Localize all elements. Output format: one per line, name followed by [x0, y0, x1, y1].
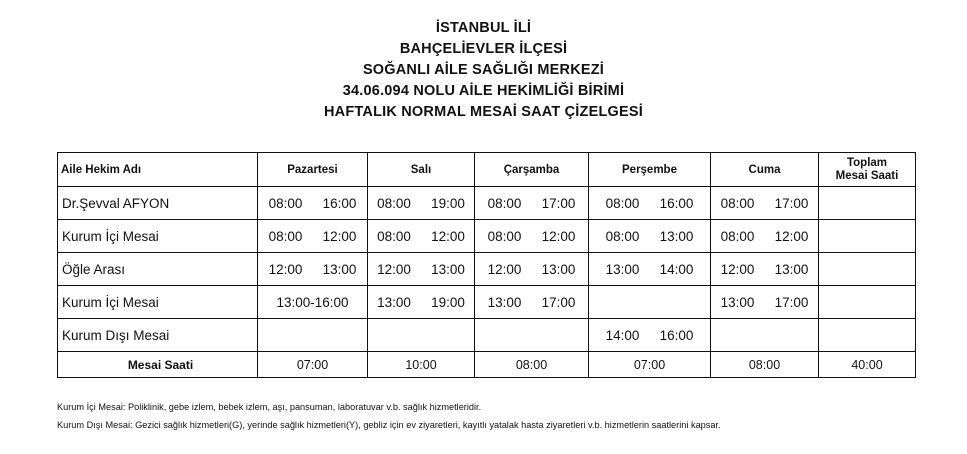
table-row — [58, 253, 916, 286]
end-time: 12:00 — [322, 228, 357, 244]
column-header-friday: Cuma — [711, 153, 819, 187]
column-header-monday: Pazartesi — [258, 153, 368, 187]
end-time: 17:00 — [541, 195, 576, 211]
column-header-total — [819, 153, 916, 187]
total-cell — [819, 220, 916, 253]
friday-cell — [711, 253, 819, 286]
table-row — [58, 187, 916, 220]
footnotes — [57, 398, 937, 434]
end-time: 13:00 — [774, 261, 809, 277]
end-time: 17:00 — [541, 294, 576, 310]
table-row — [58, 319, 916, 352]
thursday-total: 07:00 — [589, 352, 711, 378]
wednesday-cell — [475, 220, 589, 253]
start-time: 08:00 — [487, 228, 522, 244]
footnote-internal-work: Kurum İçi Mesai: Poliklinik, gebe izlem, bebek izlem, aşı, pansuman, laboratuvar v.b. sağlık hizmetleridir. — [57, 402, 482, 412]
monday-cell — [258, 319, 368, 352]
start-time: 12:00 — [720, 261, 755, 277]
friday-cell — [711, 220, 819, 253]
thursday-cell — [589, 220, 711, 253]
wednesday-cell — [475, 319, 589, 352]
start-time: 14:00 — [605, 327, 640, 343]
start-time: 12:00 — [487, 261, 522, 277]
tuesday-cell — [368, 187, 475, 220]
table-header-row — [58, 153, 916, 187]
monday-cell — [258, 253, 368, 286]
thursday-cell — [589, 187, 711, 220]
row-label: Dr.Şevval AFYON — [58, 187, 258, 220]
wednesday-cell — [475, 253, 589, 286]
wednesday-total: 08:00 — [475, 352, 589, 378]
weekly-total: 40:00 — [819, 352, 916, 378]
start-time: 12:00 — [268, 261, 303, 277]
start-time: 08:00 — [720, 228, 755, 244]
end-time: 14:00 — [659, 261, 694, 277]
column-header-total-line1: Toplam — [846, 156, 888, 169]
total-cell — [819, 286, 916, 319]
end-time: 13:00 — [322, 261, 357, 277]
column-header-total-line2: Mesai Saati — [835, 169, 899, 182]
row-label: Kurum İçi Mesai — [58, 220, 258, 253]
column-header-thursday: Perşembe — [589, 153, 711, 187]
table-row — [58, 286, 916, 319]
start-time: 08:00 — [605, 195, 640, 211]
end-time: 17:00 — [774, 294, 809, 310]
header-schedule-title: HAFTALIK NORMAL MESAİ SAAT ÇİZELGESİ — [324, 104, 643, 120]
header-province: İSTANBUL İLİ — [435, 20, 532, 36]
end-time: 19:00 — [431, 195, 465, 211]
row-label: Öğle Arası — [58, 253, 258, 286]
thursday-cell — [589, 319, 711, 352]
header-district: BAHÇELİEVLER İLÇESİ — [399, 41, 568, 57]
end-time: 13:00 — [541, 261, 576, 277]
friday-cell — [711, 319, 819, 352]
table-row — [58, 220, 916, 253]
summary-label: Mesai Saati — [58, 352, 258, 378]
end-time: 16:00 — [322, 195, 357, 211]
end-time: 12:00 — [774, 228, 809, 244]
column-header-wednesday: Çarşamba — [475, 153, 589, 187]
tuesday-cell — [368, 319, 475, 352]
end-time: 16:00 — [659, 195, 694, 211]
weekly-schedule-table — [57, 152, 916, 378]
total-cell — [819, 319, 916, 352]
thursday-cell — [589, 286, 711, 319]
total-cell — [819, 187, 916, 220]
footnote-external-work: Kurum Dışı Mesai: Gezici sağlık hizmetleri(G), yerinde sağlık hizmetleri(Y), gebliz için ev ziyaretleri, kayıtlı yatalak hasta ziyaretleri v.b. hizmetlerin saatlerini kapsar. — [57, 420, 721, 430]
column-header-tuesday: Salı — [368, 153, 475, 187]
summary-row — [58, 352, 916, 378]
end-time: 13:00 — [431, 261, 465, 277]
start-time: 08:00 — [377, 228, 411, 244]
start-time: 08:00 — [268, 195, 303, 211]
monday-cell — [258, 220, 368, 253]
monday-cell — [258, 187, 368, 220]
end-time: 19:00 — [431, 294, 465, 310]
start-time: 13:00 — [605, 261, 640, 277]
friday-cell — [711, 187, 819, 220]
wednesday-cell — [475, 187, 589, 220]
tuesday-cell — [368, 220, 475, 253]
start-time: 08:00 — [605, 228, 640, 244]
start-time: 12:00 — [377, 261, 411, 277]
row-label: Kurum Dışı Mesai — [58, 319, 258, 352]
start-time: 13:00 — [487, 294, 522, 310]
monday-total: 07:00 — [258, 352, 368, 378]
start-time: 08:00 — [377, 195, 411, 211]
start-time: 08:00 — [487, 195, 522, 211]
header-unit: 34.06.094 NOLU AİLE HEKİMLİĞİ BİRİMİ — [342, 83, 625, 99]
start-time: 13:00 — [377, 294, 411, 310]
tuesday-cell — [368, 286, 475, 319]
start-time: 13:00 — [720, 294, 755, 310]
header-health-center: SOĞANLI AİLE SAĞLIĞI MERKEZİ — [362, 62, 605, 78]
document-header — [0, 18, 967, 123]
friday-cell — [711, 286, 819, 319]
start-time: 08:00 — [720, 195, 755, 211]
tuesday-cell — [368, 253, 475, 286]
monday-cell: 13:00-16:00 — [258, 286, 368, 319]
end-time: 13:00 — [659, 228, 694, 244]
column-header-name: Aile Hekim Adı — [58, 153, 258, 187]
start-time: 08:00 — [268, 228, 303, 244]
end-time: 16:00 — [659, 327, 694, 343]
thursday-cell — [589, 253, 711, 286]
total-cell — [819, 253, 916, 286]
end-time: 17:00 — [774, 195, 809, 211]
tuesday-total: 10:00 — [368, 352, 475, 378]
friday-total: 08:00 — [711, 352, 819, 378]
wednesday-cell — [475, 286, 589, 319]
row-label: Kurum İçi Mesai — [58, 286, 258, 319]
end-time: 12:00 — [431, 228, 465, 244]
end-time: 12:00 — [541, 228, 576, 244]
